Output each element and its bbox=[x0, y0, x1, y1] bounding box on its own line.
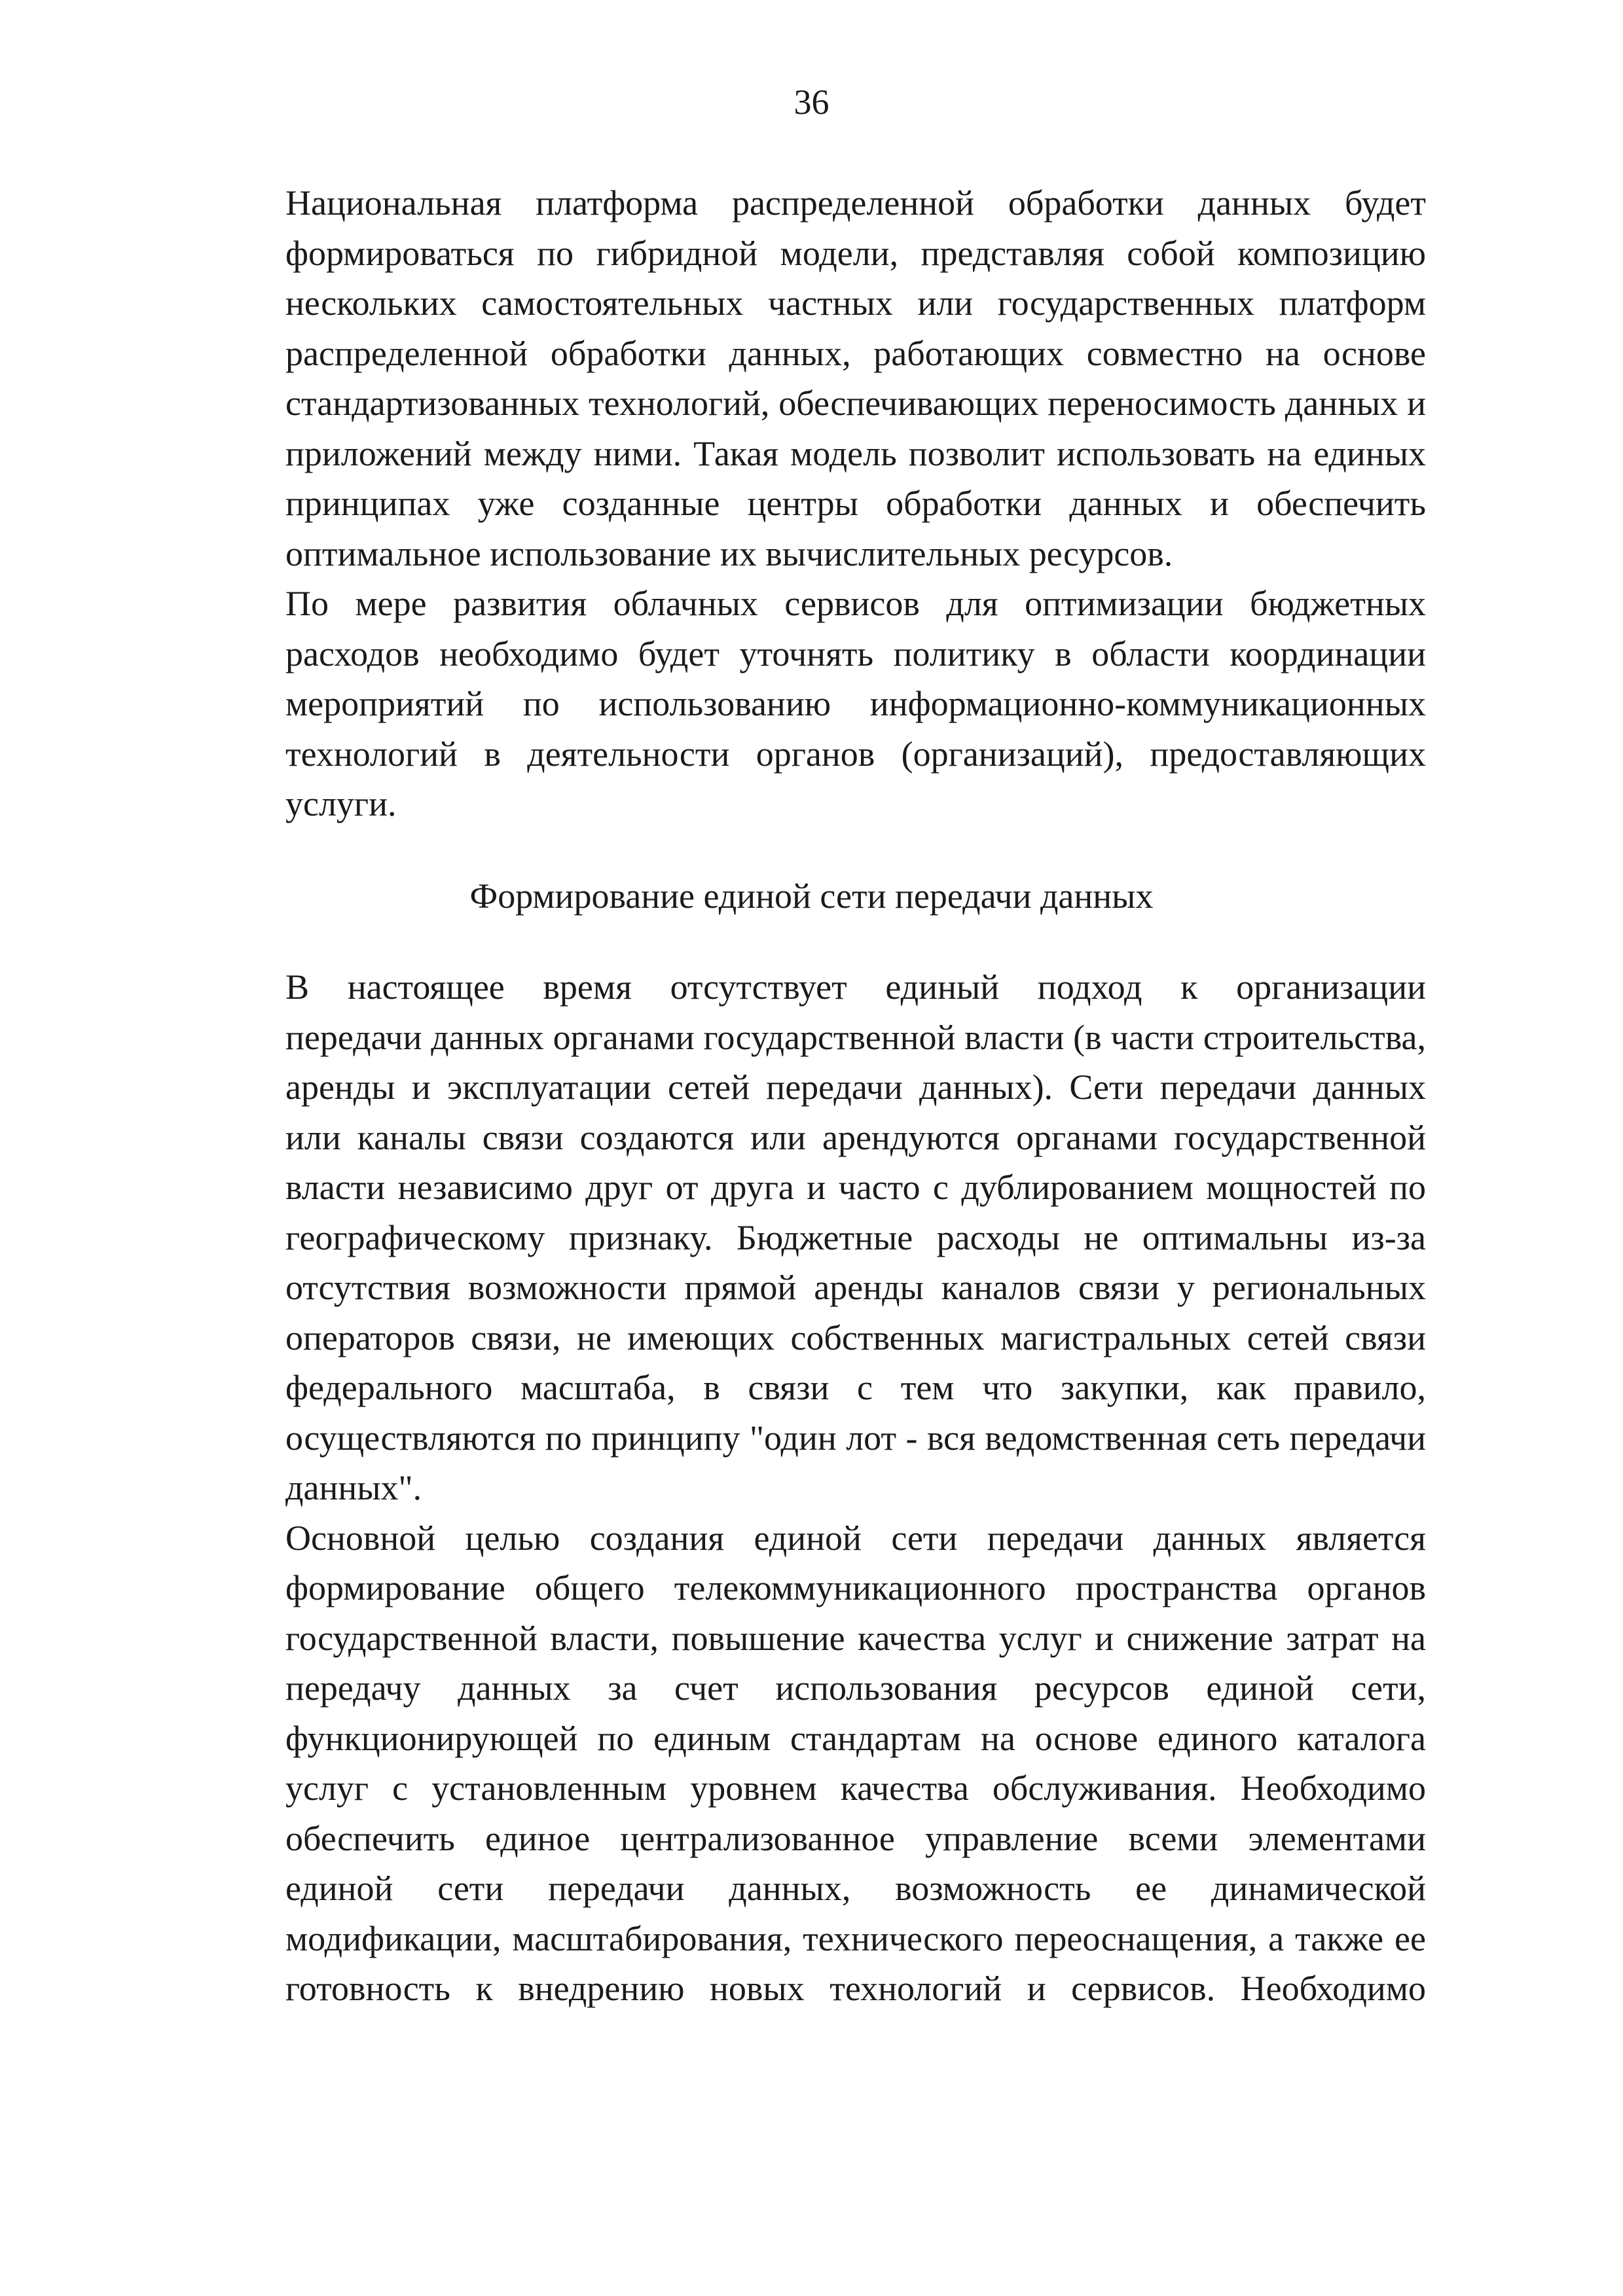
text-line: Национальная платформа распределенной обработки данных будет bbox=[285, 183, 1426, 223]
text-line: технологий в деятельности органов (организаций), предоставляющих bbox=[285, 734, 1426, 774]
text-line: В настоящее время отсутствует единый подход к организации bbox=[285, 967, 1426, 1007]
paragraph-cloud-services bbox=[190, 579, 1426, 829]
text-line: формироваться по гибридной модели, представляя собой композицию bbox=[285, 233, 1426, 273]
text-line: операторов связи, не имеющих собственных магистральных сетей связи bbox=[285, 1318, 1426, 1357]
section-2-body bbox=[190, 962, 1426, 2014]
text-line: нескольких самостоятельных частных или государственных платформ bbox=[285, 283, 1426, 323]
text-line: передачу данных за счет использования ресурсов единой сети, bbox=[285, 1668, 1426, 1708]
text-line: географическому признаку. Бюджетные расходы не оптимальны из-за bbox=[285, 1217, 1426, 1257]
text-line: Основной целью создания единой сети передачи данных является bbox=[285, 1518, 1426, 1558]
text-line: федерального масштаба, в связи с тем что закупки, как правило, bbox=[285, 1368, 1426, 1407]
text-line: функционирующей по единым стандартам на основе единого каталога bbox=[285, 1718, 1426, 1758]
text-line: обеспечить единое централизованное управление всеми элементами bbox=[285, 1818, 1426, 1858]
text-line: государственной власти, повышение качества услуг и снижение затрат на bbox=[285, 1618, 1426, 1658]
text-line: услуги. bbox=[285, 784, 397, 823]
text-line: или каналы связи создаются или арендуются органами государственной bbox=[285, 1117, 1426, 1157]
text-line: отсутствия возможности прямой аренды каналов связи у региональных bbox=[285, 1268, 1426, 1307]
text-line: услуг с установленным уровнем качества обслуживания. Необходимо bbox=[285, 1768, 1426, 1808]
text-line: распределенной обработки данных, работающих совместно на основе bbox=[285, 333, 1426, 373]
text-line: единой сети передачи данных, возможность ее динамической bbox=[285, 1869, 1426, 1908]
text-line: власти независимо друг от друга и часто с дублированием мощностей по bbox=[285, 1168, 1426, 1207]
text-line: передачи данных органами государственной власти (в части строительства, bbox=[285, 1017, 1426, 1057]
text-line: мероприятий по использованию информационно-коммуникационных bbox=[285, 684, 1426, 723]
section-1-body bbox=[190, 178, 1426, 829]
text-line: формирование общего телекоммуникационного пространства органов bbox=[285, 1568, 1426, 1607]
text-line: осуществляются по принципу "один лот - вся ведомственная сеть передачи bbox=[285, 1418, 1426, 1458]
text-line: аренды и эксплуатации сетей передачи данных). Сети передачи данных bbox=[285, 1067, 1426, 1107]
paragraph-current-state bbox=[190, 962, 1426, 1513]
text-line: принципах уже созданные центры обработки данных и обеспечить bbox=[285, 484, 1426, 523]
paragraph-main-goal bbox=[190, 1513, 1426, 2014]
text-line: стандартизованных технологий, обеспечивающих переносимость данных и bbox=[285, 384, 1426, 423]
page-number: 36 bbox=[793, 82, 830, 122]
text-line: оптимальное использование их вычислительных ресурсов. bbox=[285, 533, 1173, 573]
text-line: модификации, масштабирования, технического переоснащения, а также ее bbox=[285, 1918, 1426, 1958]
section-heading: Формирование единой сети передачи данных bbox=[469, 876, 1154, 916]
text-line: данных". bbox=[285, 1468, 422, 1507]
text-line: готовность к внедрению новых технологий и сервисов. Необходимо bbox=[285, 1969, 1426, 2008]
text-line: По мере развития облачных сервисов для оптимизации бюджетных bbox=[285, 584, 1426, 623]
paragraph-national-platform bbox=[190, 178, 1426, 579]
text-line: приложений между ними. Такая модель позволит использовать на единых bbox=[285, 433, 1426, 473]
text-line: расходов необходимо будет уточнять политику в области координации bbox=[285, 634, 1426, 673]
